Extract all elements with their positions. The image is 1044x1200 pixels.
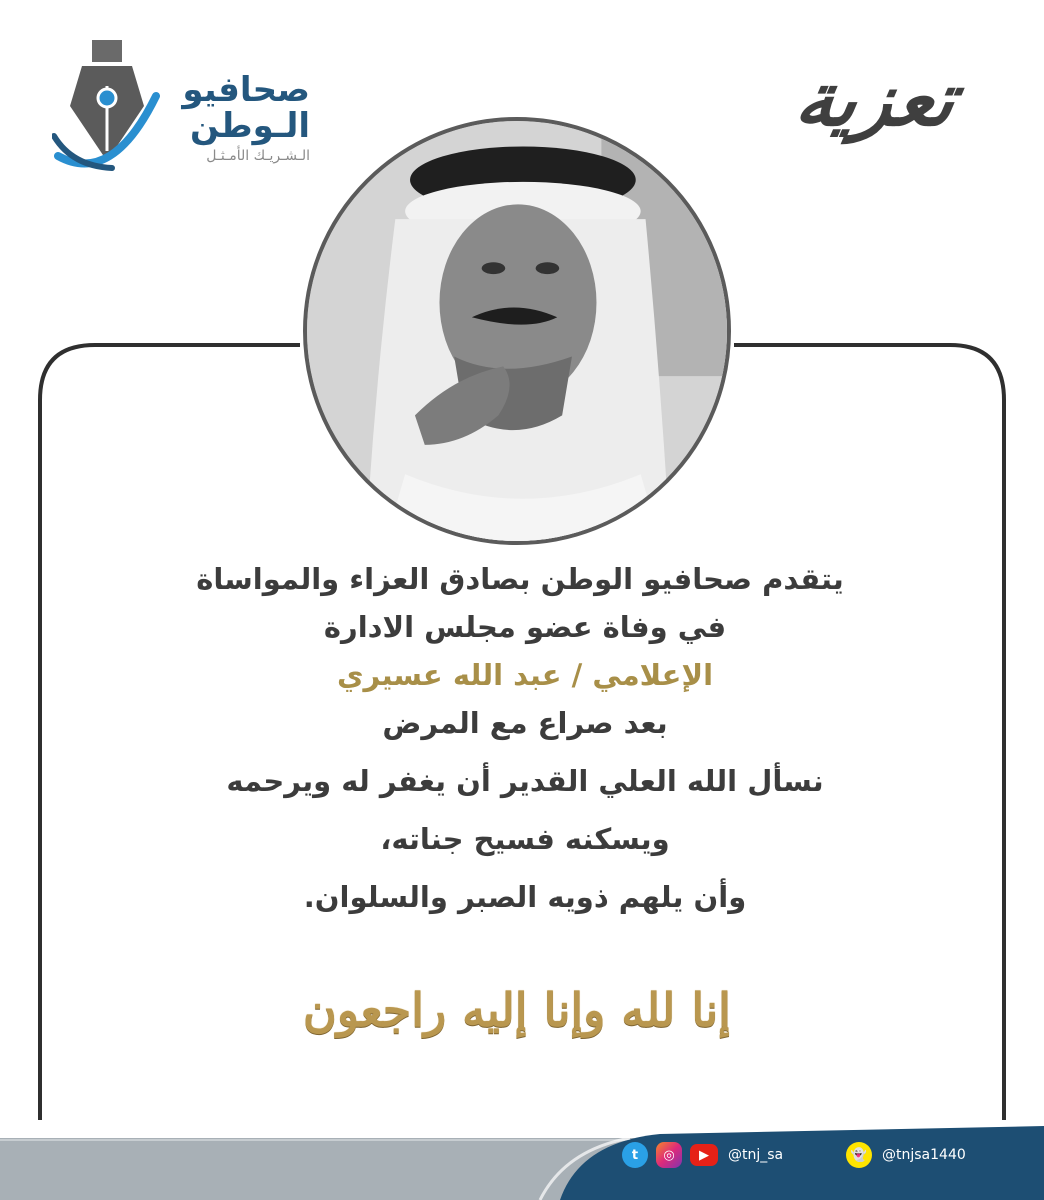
social-group-snapchat [846,1140,966,1170]
message-line-2: في وفاة عضو مجلس الادارة [323,610,727,644]
brand-name [160,72,310,164]
message-line-4: بعد صراع مع المرض [382,706,668,740]
message-line-1: يتقدم صحافيو الوطن بصادق العزاء والمواساة [196,562,844,596]
instagram-icon[interactable]: ◎ [656,1142,682,1168]
deceased-name: الإعلامي / عبد الله عسيري [336,658,714,692]
brand-name-line2: الـوطن [190,106,310,146]
brand-logo [52,36,312,176]
social-handle-main[interactable]: @tnj_sa [728,1147,784,1163]
social-group-main [622,1140,783,1170]
portrait-illustration [307,121,727,541]
social-handle-snapchat[interactable]: @tnjsa1440 [882,1147,966,1163]
message-line-7: وأن يلهم ذويه الصبر والسلوان. [303,880,747,914]
fountain-pen-nib-icon [52,36,162,176]
brand-tagline: الـشـريـك الأمـثـل [206,148,310,164]
quran-verse-calligraphy: إنا لله وإنا إليه راجعون [303,983,731,1037]
message-line-6: ويسكنه فسيح جناته، [380,822,670,856]
twitter-icon[interactable]: t [622,1142,648,1168]
youtube-icon[interactable]: ▶ [690,1144,718,1166]
condolence-title: تعزية [789,57,963,143]
snapchat-icon[interactable]: 👻 [846,1142,872,1168]
portrait-photo [303,117,731,545]
brand-name-line1: صحافيو [182,70,310,110]
condolence-message [130,555,920,921]
message-line-5: نسأل الله العلي القدير أن يغفر له ويرحمه [226,764,824,798]
